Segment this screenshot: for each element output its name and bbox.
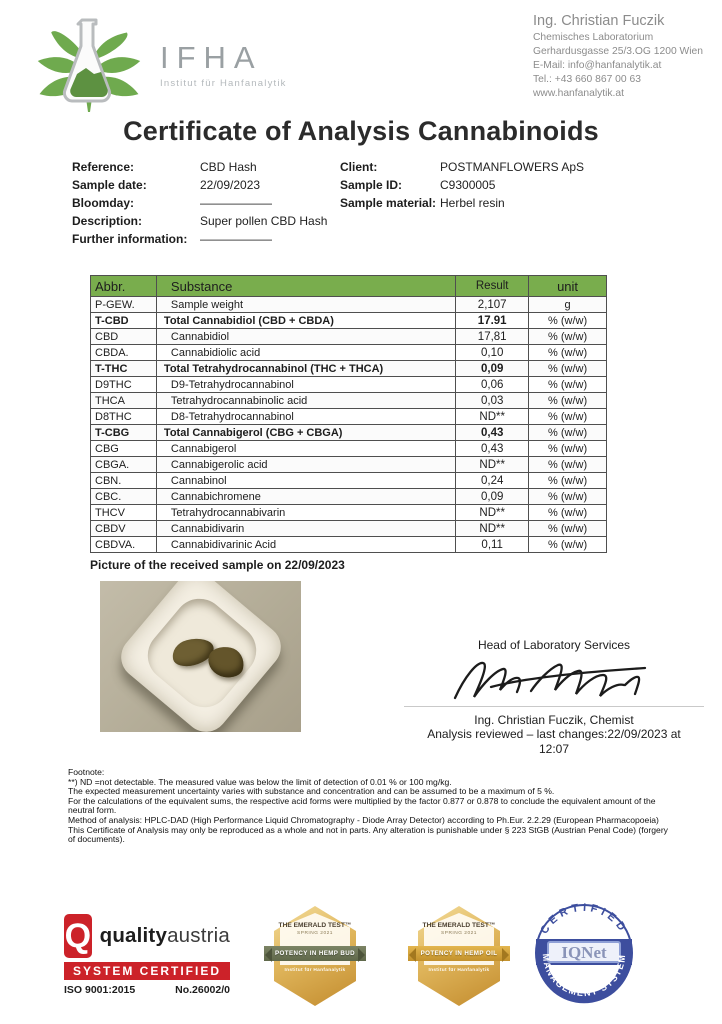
- cell-unit: % (w/w): [529, 441, 607, 457]
- info-row-sample-id: [340, 176, 640, 194]
- cell-unit: % (w/w): [529, 473, 607, 489]
- table-row: [91, 521, 607, 537]
- table-row: [91, 361, 607, 377]
- cell-substance: Total Cannabigerol (CBG + CBGA): [156, 425, 455, 441]
- footnote-title: Footnote:: [68, 767, 105, 777]
- cell-substance: D8-Tetrahydrocannabinol: [156, 409, 455, 425]
- info-value: Herbel resin: [440, 196, 505, 210]
- cell-unit: % (w/w): [529, 505, 607, 521]
- quality-austria-q-icon: Q: [64, 914, 92, 958]
- table-header: [91, 276, 607, 297]
- table-row: [91, 473, 607, 489]
- cell-abbr: T-THC: [91, 361, 157, 377]
- table-row: [91, 329, 607, 345]
- info-value: POSTMANFLOWERS ApS: [440, 160, 585, 174]
- cell-result: 17,81: [456, 329, 529, 345]
- logo-subtitle: Institut für Hanfanalytik: [160, 77, 287, 89]
- cell-result: 0,09: [456, 361, 529, 377]
- signature-block: [398, 638, 710, 757]
- footnote-line: Method of analysis: HPLC-DAD (High Performance Liquid Chromatography - Diode Array Detector) according to Ph.Eur. 2.2.29 (European Pharmacopoeia): [68, 814, 659, 825]
- info-label: Further information:: [72, 232, 188, 246]
- table-row: [91, 393, 607, 409]
- emerald-subtext: Institut für Hanfanalytik: [428, 968, 490, 973]
- iqnet-seal-icon: [528, 899, 640, 1009]
- cell-abbr: P-GEW.: [91, 297, 157, 313]
- cell-abbr: THCV: [91, 505, 157, 521]
- table-row: [91, 425, 607, 441]
- svg-text:IQNet: IQNet: [561, 943, 607, 962]
- cell-abbr: CBDV: [91, 521, 157, 537]
- cell-unit: % (w/w): [529, 345, 607, 361]
- info-row-further-information: [72, 230, 402, 248]
- cell-unit: % (w/w): [529, 329, 607, 345]
- cell-substance: Sample weight: [156, 297, 455, 313]
- cell-substance: Total Cannabidiol (CBD + CBDA): [156, 313, 455, 329]
- cell-result: 0,43: [456, 425, 529, 441]
- cell-result: 0,09: [456, 489, 529, 505]
- cell-unit: g: [529, 297, 607, 313]
- contact-block: [533, 13, 713, 101]
- contact-lines: [533, 31, 713, 101]
- footnote-line: **) ND =not detectable. The measured value was below the limit of detection of 0.01 % or 100 mg/kg.: [68, 776, 452, 787]
- cell-result: 0,03: [456, 393, 529, 409]
- emerald-test-bud-badge: [260, 906, 370, 1006]
- table-body: [91, 297, 607, 553]
- info-label: Reference:: [72, 160, 135, 174]
- review-line: Analysis reviewed – last changes:22/09/2023 at: [427, 727, 681, 741]
- info-value: CBD Hash: [200, 160, 257, 174]
- info-label: Client:: [340, 160, 378, 174]
- page-title: Certificate of Analysis Cannabinoids: [123, 116, 599, 146]
- cell-result: ND**: [456, 505, 529, 521]
- footnote: [68, 768, 668, 845]
- header-abbr: Abbr.: [91, 276, 157, 297]
- footnote-line: This Certificate of Analysis may only be reproduced as a whole and not in parts. Any alteration is punishable under § 223 StGB (Austrian Penal Code) (forgery of documents).: [68, 824, 668, 845]
- cell-substance: D9-Tetrahydrocannabinol: [156, 377, 455, 393]
- cell-unit: % (w/w): [529, 377, 607, 393]
- cell-substance: Cannabidivarinic Acid: [156, 537, 455, 553]
- emerald-title: THE EMERALD TEST™: [278, 922, 352, 929]
- logo-acronym: IFHA: [160, 39, 263, 75]
- cell-result: 2,107: [456, 297, 529, 313]
- cell-abbr: T-CBG: [91, 425, 157, 441]
- cell-substance: Cannabinol: [156, 473, 455, 489]
- info-label: Description:: [72, 214, 143, 228]
- cell-abbr: THCA: [91, 393, 157, 409]
- cell-unit: % (w/w): [529, 313, 607, 329]
- table-row: [91, 409, 607, 425]
- cell-abbr: CBN.: [91, 473, 157, 489]
- info-value: Super pollen CBD Hash: [200, 214, 328, 228]
- table-row: [91, 297, 607, 313]
- cell-abbr: CBG: [91, 441, 157, 457]
- cell-unit: % (w/w): [529, 489, 607, 505]
- info-row-client: [340, 158, 640, 176]
- logo-text: [160, 40, 287, 89]
- cell-unit: % (w/w): [529, 457, 607, 473]
- signature-line: [404, 706, 704, 707]
- table-row: [91, 537, 607, 553]
- contact-line: Gerhardusgasse 25/3.OG 1200 Wien: [533, 46, 703, 57]
- footnote-line: For the calculations of the equivalent sums, the respective acid forms were multiplied by the factor 0.877 or 0.878 to conclude the equivalent amount of the neutral form.: [68, 795, 656, 816]
- info-row-sample-material: [340, 194, 640, 212]
- cell-result: ND**: [456, 409, 529, 425]
- cell-result: ND**: [456, 457, 529, 473]
- cell-substance: Total Tetrahydrocannabinol (THC + THCA): [156, 361, 455, 377]
- sample-info-right: [340, 158, 640, 212]
- cell-result: 0,06: [456, 377, 529, 393]
- emerald-title: THE EMERALD TEST™: [422, 922, 496, 929]
- iso-standard: ISO 9001:2015: [64, 984, 136, 996]
- quality-austria-top: [64, 914, 230, 958]
- table-row: [91, 441, 607, 457]
- svg-text:CERTIFIED: CERTIFIED: [538, 901, 630, 937]
- header-substance: Substance: [156, 276, 455, 297]
- cell-substance: Cannabidiolic acid: [156, 345, 455, 361]
- emerald-ribbon: POTENCY IN HEMP BUD: [264, 946, 366, 961]
- signature-heading: Head of Laboratory Services: [477, 638, 631, 652]
- emerald-subtext: Institut für Hanfanalytik: [284, 968, 346, 973]
- contact-line: E-Mail: info@hanfanalytik.at: [533, 60, 662, 71]
- cell-unit: % (w/w): [529, 361, 607, 377]
- brand-light: austria: [167, 924, 230, 947]
- cell-result: 0,10: [456, 345, 529, 361]
- table-row: [91, 313, 607, 329]
- cell-substance: Cannabichromene: [156, 489, 455, 505]
- table-row: [91, 377, 607, 393]
- brand-bold: quality: [99, 924, 168, 947]
- contact-line: www.hanfanalytik.at: [533, 88, 625, 99]
- cell-substance: Cannabigerol: [156, 441, 455, 457]
- cell-substance: Cannabidiol: [156, 329, 455, 345]
- cell-abbr: CBC.: [91, 489, 157, 505]
- system-certified-bar: SYSTEM CERTIFIED: [64, 962, 230, 980]
- info-value: ——————: [200, 232, 272, 246]
- cell-result: ND**: [456, 521, 529, 537]
- info-label: Sample material:: [340, 196, 437, 210]
- sample-picture-caption: Picture of the received sample on 22/09/2023: [90, 558, 345, 572]
- info-value: C9300005: [440, 178, 496, 192]
- header-unit: unit: [529, 276, 607, 297]
- info-value: 22/09/2023: [200, 178, 261, 192]
- svg-text:MANAGEMENT SYSTEM: MANAGEMENT SYSTEM: [540, 953, 628, 999]
- emerald-season: SPRING 2021: [297, 931, 333, 936]
- contact-line: Tel.: +43 660 867 00 63: [533, 74, 641, 85]
- table-row: [91, 457, 607, 473]
- info-row-description: [72, 212, 402, 230]
- table-row: [91, 505, 607, 521]
- footnote-line: The expected measurement uncertainty varies with substance and concentration and can be assumed to be a maximum of 5 %.: [68, 786, 555, 797]
- cell-unit: % (w/w): [529, 409, 607, 425]
- footnote-lines: [68, 778, 668, 845]
- cell-abbr: CBGA.: [91, 457, 157, 473]
- info-label: Sample ID:: [340, 178, 403, 192]
- cell-result: 0,24: [456, 473, 529, 489]
- emerald-test-oil-badge: [404, 906, 514, 1006]
- cell-unit: % (w/w): [529, 425, 607, 441]
- cell-result: 17.91: [456, 313, 529, 329]
- signature-icon: [439, 654, 669, 706]
- cell-abbr: D9THC: [91, 377, 157, 393]
- cell-unit: % (w/w): [529, 521, 607, 537]
- sample-photo: [100, 581, 301, 732]
- contact-name: Ing. Christian Fuczik: [533, 13, 665, 29]
- cell-abbr: CBD: [91, 329, 157, 345]
- info-label: Sample date:: [72, 178, 147, 192]
- table-row: [91, 345, 607, 361]
- cell-substance: Cannabidivarin: [156, 521, 455, 537]
- emerald-season: SPRING 2021: [441, 931, 477, 936]
- quality-austria-brand: [100, 924, 230, 948]
- table-header-row: [91, 276, 607, 297]
- review-time: 12:07: [538, 742, 570, 756]
- cell-abbr: CBDA.: [91, 345, 157, 361]
- iso-row: [64, 984, 230, 996]
- hemp-leaf-flask-icon: [28, 12, 150, 116]
- info-value: ——————: [200, 196, 272, 210]
- certificate-number: No.26002/0: [175, 984, 230, 996]
- cell-result: 0,43: [456, 441, 529, 457]
- cell-abbr: D8THC: [91, 409, 157, 425]
- cell-abbr: CBDVA.: [91, 537, 157, 553]
- ifha-logo: [28, 12, 287, 116]
- cell-unit: % (w/w): [529, 393, 607, 409]
- cell-abbr: T-CBD: [91, 313, 157, 329]
- contact-line: Chemisches Laboratorium: [533, 32, 654, 43]
- cell-substance: Cannabigerolic acid: [156, 457, 455, 473]
- info-label: Bloomday:: [72, 196, 135, 210]
- table-row: [91, 489, 607, 505]
- header-result: Result: [456, 276, 529, 297]
- quality-austria-badge: [64, 914, 230, 996]
- cell-result: 0,11: [456, 537, 529, 553]
- cell-substance: Tetrahydrocannabinolic acid: [156, 393, 455, 409]
- cell-substance: Tetrahydrocannabivarin: [156, 505, 455, 521]
- iqnet-badge: [528, 899, 640, 1009]
- cannabinoid-results-table: [90, 275, 607, 553]
- signer-name: Ing. Christian Fuczik, Chemist: [474, 713, 634, 727]
- emerald-ribbon: POTENCY IN HEMP OIL: [408, 946, 510, 961]
- cell-unit: % (w/w): [529, 537, 607, 553]
